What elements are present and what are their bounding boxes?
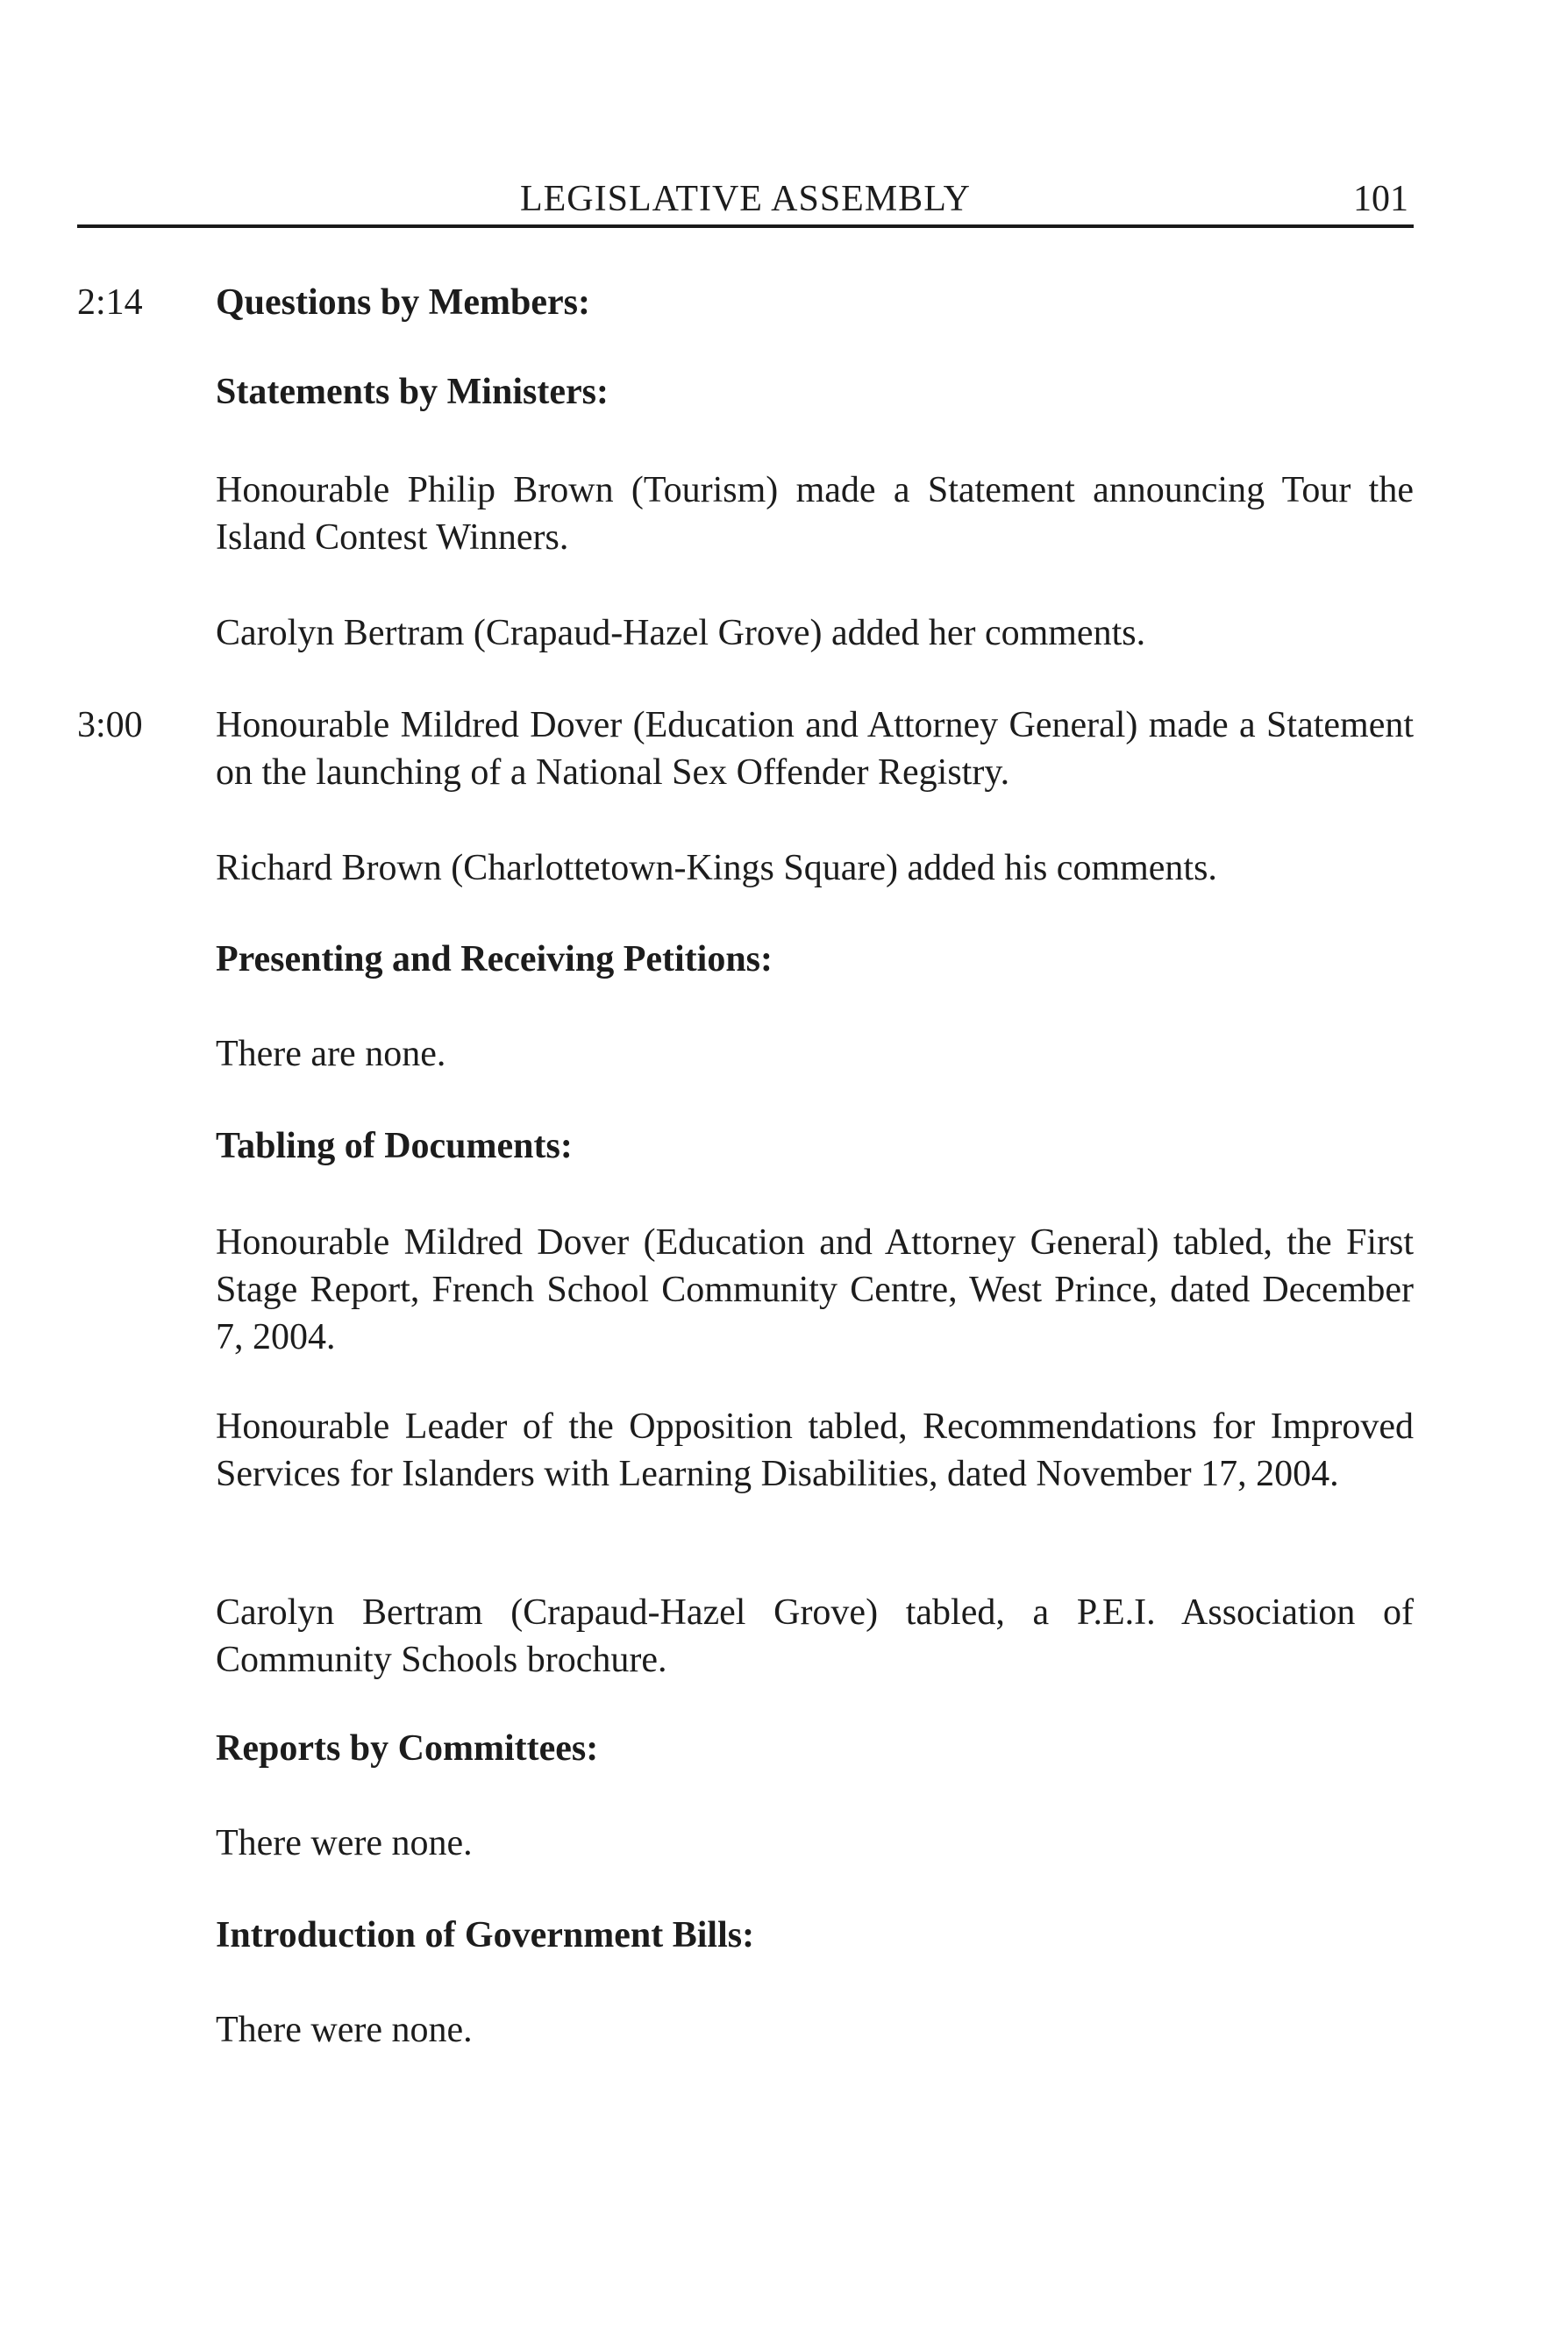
section-heading: Statements by Ministers:	[216, 372, 609, 412]
section-heading: Questions by Members:	[216, 282, 590, 323]
paragraph: Honourable Mildred Dover (Education and Attorney General) tabled, the First Stage Report, French School Community Centre, West Prince, dated December 7, 2004.	[216, 1222, 1414, 1357]
paragraph: Carolyn Bertram (Crapaud-Hazel Grove) added her comments.	[216, 613, 1146, 653]
paragraph: Honourable Philip Brown (Tourism) made a Statement announcing Tour the Island Contest Winners.	[216, 470, 1414, 558]
section-heading: Presenting and Receiving Petitions:	[216, 939, 773, 979]
section-heading: Reports by Committees:	[216, 1728, 599, 1769]
section-heading: Introduction of Government Bills:	[216, 1915, 755, 1955]
paragraph: Carolyn Bertram (Crapaud-Hazel Grove) tabled, a P.E.I. Association of Community Schools brochure.	[216, 1592, 1414, 1680]
page-title: LEGISLATIVE ASSEMBLY	[520, 179, 971, 219]
time-stamp: 2:14	[77, 282, 143, 323]
page-header	[77, 172, 1414, 228]
paragraph: Richard Brown (Charlottetown-Kings Square) added his comments.	[216, 848, 1217, 888]
paragraph: There were none.	[216, 1823, 473, 1863]
page-number: 101	[1353, 179, 1408, 219]
paragraph: There are none.	[216, 1034, 446, 1074]
time-stamp: 3:00	[77, 705, 143, 745]
section-heading: Tabling of Documents:	[216, 1126, 573, 1166]
paragraph: There were none.	[216, 2010, 473, 2050]
paragraph: Honourable Mildred Dover (Education and Attorney General) made a Statement on the launching of a National Sex Offender Registry.	[216, 705, 1414, 793]
paragraph: Honourable Leader of the Opposition tabled, Recommendations for Improved Services for Islanders with Learning Disabilities, dated November 17, 2004.	[216, 1407, 1414, 1494]
